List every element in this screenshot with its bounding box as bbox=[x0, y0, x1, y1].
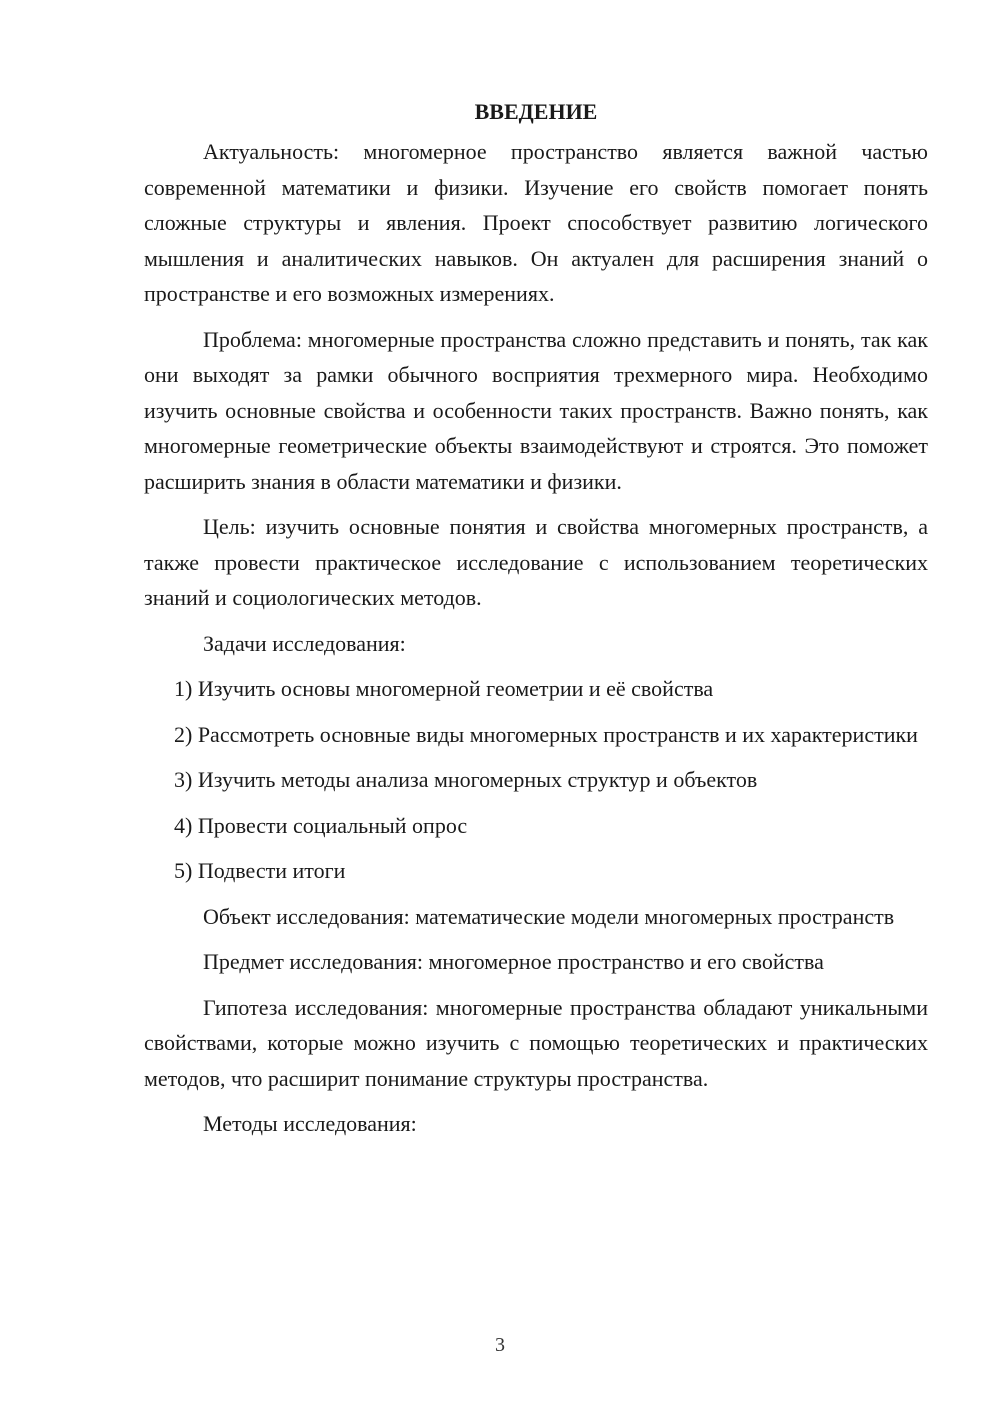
tasks-heading: Задачи исследования: bbox=[203, 630, 406, 656]
task-item-3: 3) Изучить методы анализа многомерных структур и объектов bbox=[174, 767, 758, 792]
methods-heading: Методы исследования: bbox=[203, 1111, 417, 1136]
paragraph-relevance: Актуальность: многомерное пространство является важной частью современной математики и физики. Изучение его свойств помогает понять сложные структуры и явления. Проект способствует развитию логического мышления и аналитических навыков. Он актуален для расширения знаний о пространстве и его возможных измерениях. bbox=[144, 139, 928, 306]
task-item-1: 1) Изучить основы многомерной геометрии и её свойства bbox=[174, 676, 714, 701]
paragraph-object: Объект исследования: математические модели многомерных пространств bbox=[203, 903, 895, 929]
paragraph-goal: Цель: изучить основные понятия и свойства многомерных пространств, а также провести практическое исследование с использованием теоретических знаний и социологических методов. bbox=[144, 514, 928, 610]
page-content bbox=[144, 90, 928, 1142]
paragraph-problem: Проблема: многомерные пространства сложно представить и понять, так как они выходят за рамки обычного восприятия трехмерного мира. Необходимо изучить основные свойства и особенности таких пространств. Важно понять, как многомерные геометрические объекты взаимодействуют и строятся. Это поможет расширить знания в области математики и физики. bbox=[144, 326, 928, 494]
task-item-2: 2) Рассмотреть основные виды многомерных пространств и их характеристики bbox=[174, 721, 918, 747]
section-title: ВВЕДЕНИЕ bbox=[474, 99, 598, 124]
task-item-5: 5) Подвести итоги bbox=[174, 858, 346, 883]
paragraph-subject: Предмет исследования: многомерное пространство и его свойства bbox=[203, 949, 824, 974]
paragraph-hypothesis: Гипотеза исследования: многомерные пространства обладают уникальными свойствами, которые можно изучить с помощью теоретических и практических методов, что расширит понимание структуры пространства. bbox=[144, 994, 928, 1091]
task-item-4: 4) Провести социальный опрос bbox=[174, 812, 468, 838]
page-number: 3 bbox=[495, 1334, 505, 1356]
